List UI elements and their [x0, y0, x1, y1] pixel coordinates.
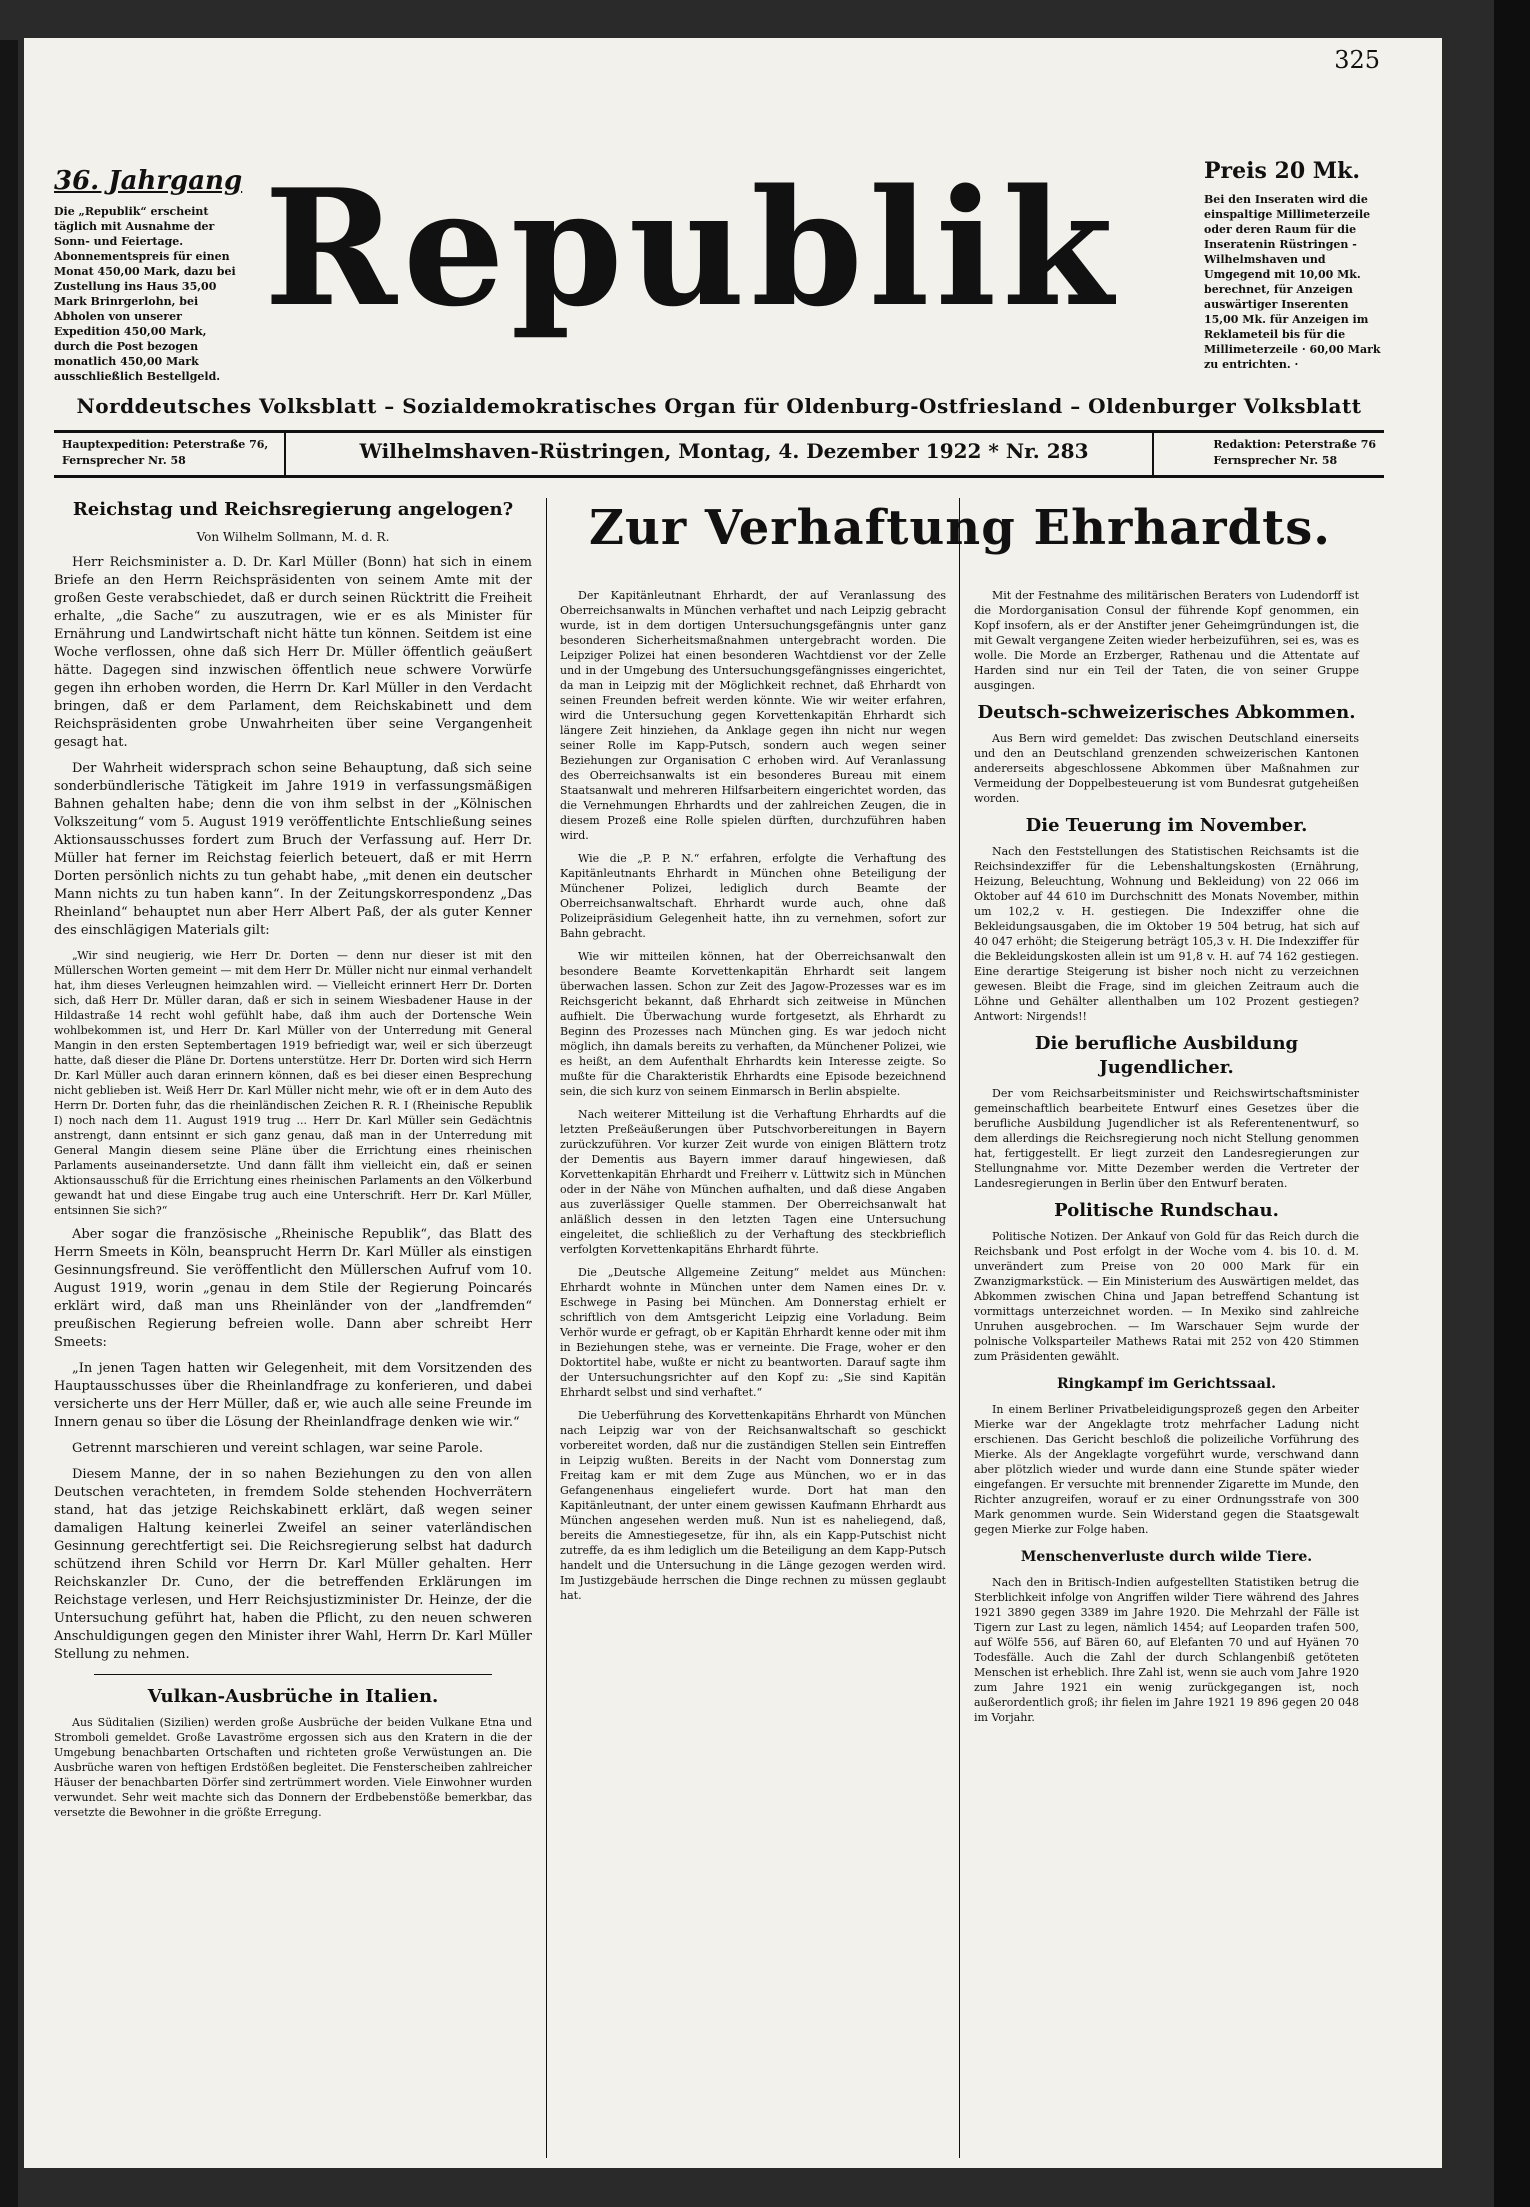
article-headline: Vulkan-Ausbrüche in Italien. — [147, 1686, 439, 1707]
expedition-info — [62, 437, 268, 469]
column-3 — [974, 588, 1359, 1733]
article-paragraph: Nach den Feststellungen des Statistischen Reichsamts ist die Reichsindexziffer für die Lebenshaltungskosten (Ernährung, Heizung, Beleuchtung, Wohnung und Bekleidung) von 22 066 im Oktober auf 44 610 im Durchschnitt des Monats November, mithin um 102,2 v. H. gestiegen. Die Indexziffer ohne die Bekleidungsausgaben, die im Oktober 19 504 betrug, hat sich auf 40 047 erhöht; die Steigerung beträgt 105,3 v. H. Die Indexziffer für die Bekleidungskosten allein ist um 91,8 v. H. auf 74 162 gestiegen. Eine derartige Steigerung ist bisher noch nicht zu verzeichnen gewesen. Bleibt die Frage, sind im gleichen Zeitraum auch die Löhne und Gehälter allenthalben um 102 Prozent gestiegen? Antwort: Nirgends!! — [974, 845, 1359, 1023]
column-2 — [560, 588, 946, 1611]
article-paragraph: Die „Deutsche Allgemeine Zeitung“ meldet aus München: Ehrhardt wohnte in München unter dem Namen eines Dr. v. Eschwege in Pasing bei München. Am Donnerstag erhielt er schriftlich von dem Amtsgericht Leipzig eine Vorladung. Beim Verhör wurde er gefragt, ob er Kapitän Ehrhardt kenne oder mit ihm in Beziehungen stehe, was er verneinte. Die Frage, woher er den Doktortitel habe, wußte er nicht zu beantworten. Darauf sagte ihm der Untersuchungsrichter auf den Kopf zu: „Sie sind Kapitän Ehrhardt selbst und sind verhaftet.“ — [560, 1266, 946, 1399]
info-bar — [54, 430, 1384, 478]
redaktion-info — [1213, 437, 1376, 469]
article-headline: Reichstag und Reichsregierung angelogen? — [72, 499, 514, 520]
date-line: Wilhelmshaven-Rüstringen, Montag, 4. Dezember 1922 * Nr. 283 — [359, 439, 1089, 463]
column-rule — [546, 498, 547, 2158]
expedition-phone: Fernsprecher Nr. 58 — [62, 454, 186, 467]
scan-frame-left — [0, 40, 18, 2207]
newspaper-title: Republik — [264, 154, 1120, 342]
page-number: 325 — [1334, 46, 1380, 74]
article-paragraph: Der vom Reichsarbeitsminister und Reichswirtschaftsminister gemeinschaftlich bearbeitete Entwurf eines Gesetzes über die berufliche Ausbildung Jugendlicher ist als Referentenentwurf, so dem allerdings die Reichsregierung noch nicht Stellung genommen hat, fertiggestellt. Er liegt zurzeit den Landesregierungen zur Stellungnahme vor. Mitte Dezember werden die Vertreter der Landesregierungen in Berlin über den Entwurf beraten. — [974, 1087, 1359, 1190]
article-paragraph: Politische Notizen. Der Ankauf von Gold für das Reich durch die Reichsbank und Post erfolgt in der Woche vom 4. bis 10. d. M. unverändert zum Preise von 20 000 Mark für ein Zwanzigmarkstück. — Ein Ministerium des Auswärtigen meldet, das Abkommen zwischen China und Japan betreffend Schantung ist vormittags unterzeichnet worden. — In Mexiko sind zahlreiche Unruhen ausgebrochen. — Im Warschauer Sejm wurde der polnische Volksparteiler Mathews Ratai mit 252 von 420 Stimmen zum Präsidenten gewählt. — [974, 1230, 1359, 1363]
article-paragraph: Getrennt marschieren und vereint schlagen, war seine Parole. — [72, 1441, 483, 1456]
article-paragraph: Wie wir mitteilen können, hat der Oberreichsanwalt den besondere Beamte Korvettenkapitän Ehrhardt seit langem überwachen lassen. Schon zur Zeit des Jagow-Prozesses war es im Reichsgericht bekannt, daß Ehrhardt sich zeitweise in München aufhielt. Die Überwachung wurde fortgesetzt, als Ehrhardt zu Beginn des Prozesses nach München ging. Es war jedoch nicht möglich, ihn damals bereits zu verhaften, da Münchener Polizei, wie es heißt, an dem Aufenthalt Ehrhardts kein Interesse zeigte. So mußte für die Charakteristik Ehrhardts eine Episode bezeichnend sein, die sich kurz von seinem Einmarsch in Berlin abspielte. — [560, 950, 946, 1098]
jahrgang-box — [54, 166, 244, 384]
article-paragraph: Wie die „P. P. N.“ erfahren, erfolgte die Verhaftung des Kapitänleutnants Ehrhardt in München ohne Beteiligung der Münchener Polizei, lediglich durch Beamte der Oberreichsanwaltschaft. Ehrhardt wurde auch, ohne daß Polizeipräsidium Gelegenheit hatte, ihn zu vernehmen, sofort zur Bahn gebracht. — [560, 852, 946, 940]
newspaper-page — [24, 38, 1442, 2168]
article-headline: Menschenverluste durch wilde Tiere. — [1020, 1549, 1313, 1565]
article-paragraph: Herr Reichsminister a. D. Dr. Karl Müller (Bonn) hat sich in einem Briefe an den Herrn Reichspräsidenten von seinem Amte mit der großen Geste verabschiedet, daß er durch seinen Rücktritt die Freiheit erhalte, „die Sache“ zu auszutragen, wie er es als Minister für Ernährung und Landwirtschaft nicht hätte tun können. Seitdem ist eine Woche verflossen, ohne daß sich Herr Dr. Müller öffentlich geäußert hätte. Dagegen sind inzwischen öffentlich neue schwere Vorwürfe gegen ihn erhoben worden, die Herrn Dr. Karl Müller in den Verdacht bringen, daß er dem Parlament, dem Reichskabinett und dem Reichspräsidenten grobe Unwahrheiten über seine Vergangenheit gesagt hat. — [54, 555, 532, 750]
masthead — [54, 154, 1384, 428]
masthead-subline: Norddeutsches Volksblatt – Sozialdemokratisches Organ für Oldenburg-Ostfriesland – Oldenburger Volksblatt — [76, 394, 1362, 418]
preis-info: Bei den Inseraten wird die einspaltige Millimeterzeile oder deren Raum für die Inseratenin Rüstringen - Wilhelmshaven und Umgegend mit 10,00 Mk. berechnet, für Anzeigen auswärtiger Inserenten 15,00 Mk. für Anzeigen im Reklameteil bis für die Millimeterzeile · 60,00 Mark zu entrichten. · — [1204, 193, 1381, 371]
article-paragraph: Der Wahrheit widersprach schon seine Behauptung, daß sich seine sonderbündlerische Tätigkeit im Jahre 1919 in verfassungsmäßigen Bahnen gehalten habe; denn die von ihm selbst in der „Kölnischen Volkszeitung“ vom 5. August 1919 veröffentlichte Entschließung seines Aktionsausschusses fordert zum Bruch der Verfassung auf. Herr Dr. Müller hat ferner im Reichstag feierlich beteuert, daß er mit Herrn Dorten persönlich nichts zu tun gehabt habe, „mit denen ein deutscher Mann nichts zu tun haben kann“. In der Zeitungskorrespondenz „Das Rheinland“ behauptet nun aber Herr Albert Paß, der als guter Kenner des einschlägigen Materials gilt: — [54, 761, 532, 938]
article-headline: Ringkampf im Gerichtssaal. — [1056, 1376, 1277, 1392]
scan-frame-right — [1494, 0, 1530, 2207]
article-paragraph: Mit der Festnahme des militärischen Beraters von Ludendorff ist die Mordorganisation Consul der führende Kopf genommen, ein Kopf insofern, als er der Anstifter jener Geheimgründungen ist, die mit Gewalt vergangene Zeiten wieder herbeizuführen, sei es, was es wolle. Die Morde an Erzberger, Rathenau und die Attentate auf Harden sind nur ein Teil der Taten, die von seiner Gruppe ausgingen. — [974, 589, 1359, 692]
main-headline: Zur Verhaftung Ehrhardts. — [588, 500, 1332, 556]
article-paragraph: In einem Berliner Privatbeleidigungsprozeß gegen den Arbeiter Mierke war der Angeklagte trotz mehrfacher Ladung nicht erschienen. Das Gericht beschloß die polizeiliche Vorführung des Mierke. Als der Angeklagte vorgeführt wurde, verschwand dann aber plötzlich wieder und wurde dann eine Stunde später wieder eingefangen. Er versuchte mit brennender Zigarette im Munde, den Richter anzugreifen, worauf er zu einer Ordnungsstrafe von 300 Mark genommen wurde. Sein Widerstand gegen die Staatsgewalt gegen Mierke zur Folge haben. — [974, 1403, 1359, 1536]
article-headline: Die berufliche Ausbildung Jugendlicher. — [1034, 1033, 1299, 1078]
article-quote: „Wir sind neugierig, wie Herr Dr. Dorten — denn nur dieser ist mit den Müllerschen Worten gemeint — mit dem Herr Dr. Müller nicht nur einmal verhandelt hat, ihm dieses Verleugnen heimzahlen wird. — Vielleicht erinnert Herr Dr. Dorten sich, daß Herr Dr. Müller daran, daß er sich in seinem Wiesbadener Hause in der Hildastraße 14 recht wohl gefühlt habe, daß ihm auch der Dortensche Wein wohlbekommen ist, und Herr Dr. Karl Müller von der Unterredung mit General Mangin in den ersten Septembertagen 1919 befriedigt war, weil er sich überzeugt hatte, daß dieser die Pläne Dr. Dortens unterstütze. Herr Dr. Dorten wird sich Herrn Dr. Karl Müller auch daran erinnern können, daß es bei dieser einen Besprechung nicht geblieben ist. Weiß Herr Dr. Karl Müller nicht mehr, wie oft er in dem Auto des Herrn Dr. Dorten fuhr, das die rheinländischen Zeichen R. R. I (Rheinische Republik I) noch nach dem 11. August 1919 trug ... Herr Dr. Karl Müller sein Gedächtnis anstrengt, dann entsinnt er sich ganz genau, daß man in der Unterredung mit General Mangin diesem seine Pläne über die Errichtung eines rheinischen Parlaments auseinandersetzte. Und dann fällt ihm vielleicht ein, daß er seinen Aktionsausschuß für die Errichtung eines rheinischen Parlaments an den Völkerbund gewandt hat und diese Eingabe trug auch eine Unterschrift. Herr Dr. Karl Müller, entsinnen Sie sich?“ — [54, 949, 532, 1217]
article-byline: Von Wilhelm Sollmann, M. d. R. — [196, 530, 390, 544]
info-divider — [284, 433, 286, 475]
jahrgang-info: Die „Republik“ erscheint täglich mit Ausnahme der Sonn- und Feiertage. Abonnementspreis für einen Monat 450,00 Mark, dazu bei Zustellung ins Haus 35,00 Mark Brinrgerlohn, bei Abholen von unserer Expedition 450,00 Mark, durch die Post bezogen monatlich 450,00 Mark ausschließlich Bestellgeld. — [54, 205, 236, 383]
preis-label: Preis 20 Mk. — [1204, 158, 1361, 184]
column-rule — [959, 498, 960, 2158]
redaktion-line: Redaktion: Peterstraße 76 — [1213, 438, 1376, 451]
article-paragraph: „In jenen Tagen hatten wir Gelegenheit, mit dem Vorsitzenden des Hauptausschusses über die Rheinlandfrage zu konferieren, und dabei versicherte uns der Herr Müller, daß er, wie auch alle seine Freunde im Innern genau so über die Lösung der Rheinlandfrage denken wie wir.“ — [54, 1361, 532, 1430]
article-paragraph: Der Kapitänleutnant Ehrhardt, der auf Veranlassung des Oberreichsanwalts in München verhaftet und nach Leipzig gebracht wurde, ist in dem dortigen Untersuchungsgefängnis unter ganz besonderen Sicherheitsmaßnahmen untergebracht worden. Die Leipziger Polizei hat einen besonderen Wachtdienst vor der Zelle und in der Umgebung des Untersuchungsgefängnisses eingerichtet, da man in Leipzig mit der Möglichkeit rechnet, daß Ehrhardt von seinen Freunden befreit werden könnte. Wie wir weiter erfahren, wird die Untersuchung gegen Korvettenkapitän Ehrhardt sich längere Zeit hinziehen, da Anklage gegen ihn nicht nur wegen seiner Rolle im Kapp-Putsch, sondern auch wegen seiner Beziehungen zur Organisation C erhoben wird. Auf Veranlassung des Oberreichsanwalts ist ein besonderes Bureau mit einem Staatsanwalt und mehreren Hilfsarbeitern eingerichtet worden, das die Vernehmungen Ehrhardts und der zahlreichen Zeugen, die in diesem Prozeß eine Rolle spielen dürften, durchzuführen haben wird. — [560, 589, 946, 842]
article-headline: Die Teuerung im November. — [1025, 815, 1308, 836]
article-divider — [94, 1674, 492, 1675]
article-paragraph: Aber sogar die französische „Rheinische Republik“, das Blatt des Herrn Smeets in Köln, beansprucht Herrn Dr. Karl Müller als einstigen Gesinnungsfreund. Sie veröffentlicht den Müllerschen Aufruf vom 10. August 1919, worin „genau in dem Stile der Regierung Poincarés erklärt wird, daß man uns Rheinländer von der „landfremden“ preußischen Regierung befreien wolle. Dann aber schreibt Herr Smeets: — [54, 1227, 532, 1350]
info-divider — [1152, 433, 1154, 475]
article-headline: Politische Rundschau. — [1054, 1200, 1279, 1221]
article-paragraph: Nach den in Britisch-Indien aufgestellten Statistiken betrug die Sterblichkeit infolge von Angriffen wilder Tiere während des Jahres 1921 3890 gegen 3389 im Jahre 1920. Die Mehrzahl der Fälle ist Tigern zur Last zu legen, nämlich 1454; auf Leoparden trafen 500, auf Wölfe 556, auf Bären 60, auf Elefanten 70 und auf Hyänen 70 Todesfälle. Auch die Zahl der durch Schlangenbiß getöteten Menschen ist erheblich. Ihre Zahl ist, wenn sie auch vom Jahre 1920 zum Jahre 1921 ein wenig zurückgegangen ist, noch außerordentlich groß; ihr fielen im Jahre 1921 19 896 gegen 20 048 im Vorjahr. — [974, 1576, 1359, 1724]
article-paragraph: Diesem Manne, der in so nahen Beziehungen zu den von allen Deutschen verachteten, in fremdem Solde stehenden Hochverrätern stand, hat das jetzige Reichskabinett erklärt, daß wegen seiner damaligen Haltung keinerlei Zweifel an seiner vaterländischen Gesinnung gerechtfertigt sei. Die Reichsregierung selbst hat dadurch schützend ihren Schild vor Herrn Dr. Karl Müller gehalten. Herr Reichskanzler Dr. Cuno, der die betreffenden Erklärungen im Reichstage verlesen, und Herr Reichsjustizminister Dr. Heinze, der die Untersuchung geführt hat, haben die Pflicht, zu den neuen schweren Anschuldigungen gegen den Minister ihrer Wahl, Herrn Dr. Karl Müller Stellung zu nehmen. — [54, 1467, 532, 1662]
column-1 — [54, 498, 532, 1828]
expedition-line: Hauptexpedition: Peterstraße 76, — [62, 438, 269, 451]
article-paragraph: Die Ueberführung des Korvettenkapitäns Ehrhardt von München nach Leipzig war von der Reichsanwaltschaft so geschickt vorbereitet worden, daß nur die zuständigen Stellen sein Eintreffen in Leipzig wußten. Bereits in der Nacht vom Donnerstag zum Freitag kam er mit dem Zuge aus München, wo er in das Gefangenenhaus eingeliefert wurde. Dort hat man den Kapitänleutnant, der unter einem gewissen Kaufmann Ehrhardt aus München angesehen werden muß. Nun ist es naheliegend, daß, bereits die Amnestiegesetze, für ihn, als ein Kapp-Putschist nicht zutreffe, da es ihm lediglich um die Beteiligung an dem Kapp-Putsch handelt und die Untersuchung in die Länge gezogen werden wird. Im Justizgebäude herrschen die Dinge rechnen zu müssen geglaubt hat. — [560, 1409, 946, 1602]
preis-box — [1204, 158, 1384, 372]
article-paragraph: Nach weiterer Mitteilung ist die Verhaftung Ehrhardts auf die letzten Preßeäußerungen über Putschvorbereitungen in Bayern zurückzuführen. Vor kurzer Zeit wurde von einigen Blättern trotz der Dementis aus Bayern immer darauf hingewiesen, daß Korvettenkapitän Ehrhardt und Freiherr v. Lüttwitz sich in München oder in der Nähe von München aufhalten, und daß diese Angaben aus zuverlässiger Quelle stammen. Der Oberreichsanwalt hat anläßlich dessen in den letzten Tagen eine Untersuchung eingeleitet, die schließlich zu der Verhaftung des steckbrieflich verfolgten Korvettenkapitäns Ehrhardt führte. — [560, 1108, 946, 1256]
article-paragraph: Aus Bern wird gemeldet: Das zwischen Deutschland einerseits und den an Deutschland grenzenden schweizerischen Kantonen andererseits abgeschlossene Abkommen über Maßnahmen zur Vermeidung der Doppelbesteuerung ist vom Bundesrat gutgeheißen worden. — [974, 732, 1359, 805]
redaktion-phone: Fernsprecher Nr. 58 — [1213, 454, 1338, 467]
article-paragraph: Aus Süditalien (Sizilien) werden große Ausbrüche der beiden Vulkane Etna und Stromboli gemeldet. Große Lavaströme ergossen sich aus den Kratern in die der Umgebung benachbarten Ortschaften und richteten große Verwüstungen an. Die Ausbrüche waren von heftigen Erdstößen begleitet. Die Fensterscheiben zahlreicher Häuser der benachbarten Dörfer sind zertrümmert worden. Viele Einwohner wurden verwundet. Sehr weit machte sich das Donnern der Erdbebenstöße bemerkbar, das versetzte die Bewohner in die größte Erregung. — [54, 1716, 532, 1819]
article-headline: Deutsch-schweizerisches Abkommen. — [977, 702, 1356, 723]
jahrgang-label: 36. Jahrgang — [54, 166, 243, 196]
